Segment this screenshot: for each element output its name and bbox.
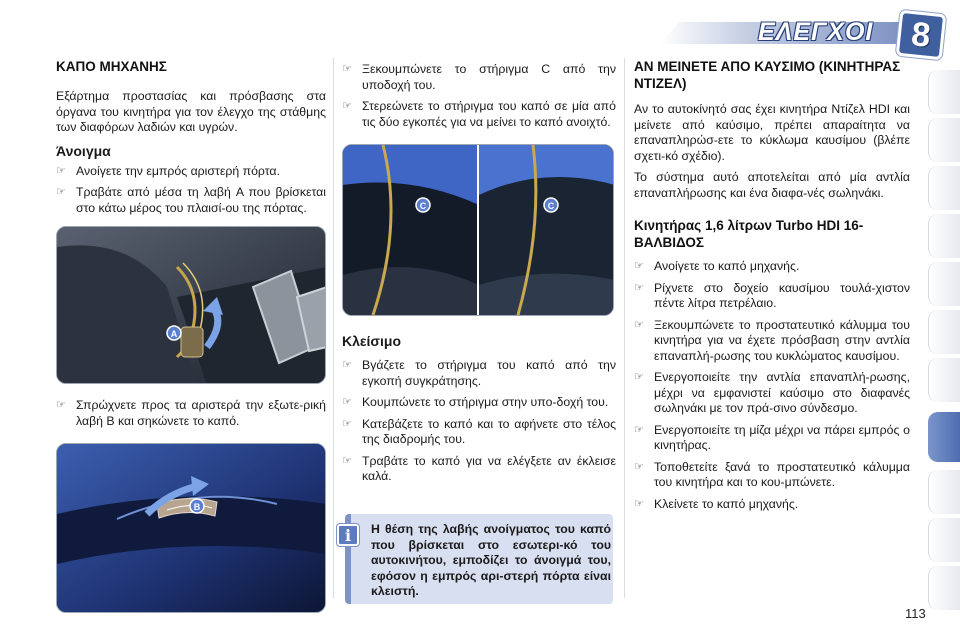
column-divider [624, 58, 625, 598]
engine-list [634, 259, 910, 512]
pointing-hand-icon: ☞ [342, 417, 352, 430]
pointing-hand-icon: ☞ [56, 164, 66, 177]
side-tab-1[interactable] [928, 70, 960, 114]
subtitle-opening: Άνοιγμα [56, 142, 111, 159]
bonnet-intro: Εξάρτημα προστασίας και πρόσβασης στα όργανα του κινητήρα για τον έλεγχο της στάθμης των διαφόρων λαδιών και υγρών. [56, 89, 326, 134]
section-title-fuel: ΑΝ ΜΕΙΝΕΤΕ ΑΠΟ ΚΑΥΣΙΜΟ (ΚΙΝΗΤΗΡΑΣ ΝΤΙΖΕΛ) [634, 59, 901, 91]
side-tab-6[interactable] [928, 310, 960, 354]
list-item: ☞ Ξεκουμπώνετε το στήριγμα C από την υποδοχή του. [342, 62, 616, 92]
side-tab-11[interactable] [928, 566, 960, 610]
fuel-para-2: Το σύστημα αυτό αποτελείται από μία αντλία επαναπλήρωσης και ένα διαφα-νές σωληνάκι. [634, 170, 910, 200]
list-item: ☞ Κλείνετε το καπό μηχανής. [634, 496, 799, 511]
list-item: ☞ Τραβάτε από μέσα τη λαβή A που βρίσκεται στο κάτω μέρος του πλαισί-ου της πόρτας. [56, 185, 326, 215]
section-title-engine: Κινητήρας 1,6 λίτρων Turbo HDI 16-ΒΑΛΒΙΔΟΣ [634, 218, 864, 250]
list-item: ☞ Ξεκουμπώνετε το προστατευτικό κάλυμμα του κινητήρα για να έχετε πρόσβαση στην αντλία επαναπλή-ρωσης του κυκλώματος καυσίμου. [634, 317, 910, 363]
list-item: ☞ Στερεώνετε το στήριγμα του καπό σε μία από τις δύο εγκοπές για να μείνει το καπό ανοιχτό. [342, 99, 616, 129]
closing-list [342, 358, 616, 485]
opening-list [56, 164, 326, 217]
pointing-hand-icon: ☞ [342, 359, 352, 371]
section-title-bonnet: ΚΑΠΟ ΜΗΧΑΝΗΣ [56, 59, 167, 74]
column-bonnet-support [342, 58, 616, 491]
push-list [56, 398, 326, 429]
chapter-number: 8 [909, 14, 933, 55]
info-icon: i [337, 524, 359, 546]
side-tab-active[interactable] [928, 412, 960, 462]
info-note [345, 514, 613, 604]
interior-lever-illustration [57, 227, 326, 384]
side-tab-2[interactable] [928, 118, 960, 162]
exterior-handle-illustration [57, 444, 326, 613]
pointing-hand-icon: ☞ [634, 260, 644, 272]
list-item: ☞ Κουμπώνετε το στήριγμα στην υπο-δοχή του. [342, 395, 609, 409]
column-divider [333, 58, 334, 598]
list-item: ☞ Ενεργοποιείτε την αντλία επαναπλή-ρωσης, μέχρι να εμφανιστεί καύσιμο στο διαφανές σωληνάκι με τον πρά-σινο σύνδεσμο. [634, 370, 910, 415]
pointing-hand-icon: ☞ [342, 100, 352, 112]
figure-label-a: A [170, 329, 178, 339]
chapter-number-badge [896, 10, 947, 61]
list-item: ☞ Ανοίγετε την εμπρός αριστερή πόρτα. [56, 163, 280, 178]
subtitle-closing: Κλείσιμο [342, 333, 402, 349]
side-tab-10[interactable] [928, 518, 960, 562]
side-tab-7[interactable] [928, 358, 960, 402]
pointing-hand-icon: ☞ [634, 497, 644, 510]
list-item: ☞ Τοποθετείτε ξανά το προστατευτικό κάλυμμα του κινητήρα και το κου-μπώνετε. [634, 459, 910, 489]
page-number: 113 [905, 606, 926, 621]
chapter-title: ΕΛΕΓΧΟΙ [758, 18, 874, 46]
figure-label-c-right: C [547, 201, 555, 211]
pointing-hand-icon: ☞ [56, 186, 66, 198]
side-tab-9[interactable] [928, 470, 960, 514]
side-tab-5[interactable] [928, 262, 960, 306]
figure-bonnet-stay [342, 144, 614, 316]
pointing-hand-icon: ☞ [342, 63, 352, 75]
pointing-hand-icon: ☞ [56, 399, 66, 411]
pointing-hand-icon: ☞ [342, 454, 352, 467]
pointing-hand-icon: ☞ [634, 371, 644, 383]
column-bonnet [56, 58, 326, 613]
side-tab-4[interactable] [928, 214, 960, 258]
side-tab-3[interactable] [928, 166, 960, 210]
figure-label-b: B [193, 502, 201, 512]
pointing-hand-icon: ☞ [342, 396, 352, 408]
pointing-hand-icon: ☞ [634, 281, 644, 294]
fuel-para-1: Αν το αυτοκίνητό σας έχει κινητήρα Ντίζελ HDI και μείνετε από καύσιμο, πρέπει απαραίτητα να επαναπληρώσ-ετε το κύκλωμα καυσίμου (βλέπε σχετι-κό σχέδιο). [634, 102, 910, 163]
figure-label-c-left: C [419, 201, 427, 211]
column-fuel [634, 58, 910, 518]
list-item: ☞ Τραβάτε το καπό για να ελέγξετε αν έκλεισε καλά. [342, 453, 616, 483]
bonnet-stay-illustration [343, 145, 614, 316]
list-item: ☞ Βγάζετε το στήριγμα του καπό από την εγκοπή συγκράτησης. [342, 358, 616, 388]
pointing-hand-icon: ☞ [634, 423, 644, 436]
pointing-hand-icon: ☞ [634, 318, 644, 331]
list-item: ☞ Κατεβάζετε το καπό και το αφήνετε στο τέλος της διαδρομής του. [342, 416, 616, 446]
support-list [342, 62, 616, 130]
list-item: ☞ Ανοίγετε το καπό μηχανής. [634, 259, 800, 273]
info-note-text: Η θέση της λαβής ανοίγματος του καπό που βρίσκεται στο εσωτερι-κό του αυτοκινήτου, εμποδίζει το άνοιγμά του, εφόσον η εμπρός αρι-στερή πόρτα είναι κλειστή. [371, 522, 611, 598]
list-item: ☞ Ρίχνετε στο δοχείο καυσίμου τουλά-χιστον πέντε λίτρα πετρέλαιο. [634, 280, 910, 310]
pointing-hand-icon: ☞ [634, 460, 644, 473]
figure-interior-release-lever [56, 226, 326, 384]
list-item: ☞ Ενεργοποιείτε τη μίζα μέχρι να πάρει εμπρός ο κινητήρας. [634, 422, 910, 452]
figure-exterior-release-handle [56, 443, 326, 613]
list-item: ☞ Σπρώχνετε προς τα αριστερά την εξωτε-ρική λαβή B και σηκώνετε το καπό. [56, 398, 326, 428]
